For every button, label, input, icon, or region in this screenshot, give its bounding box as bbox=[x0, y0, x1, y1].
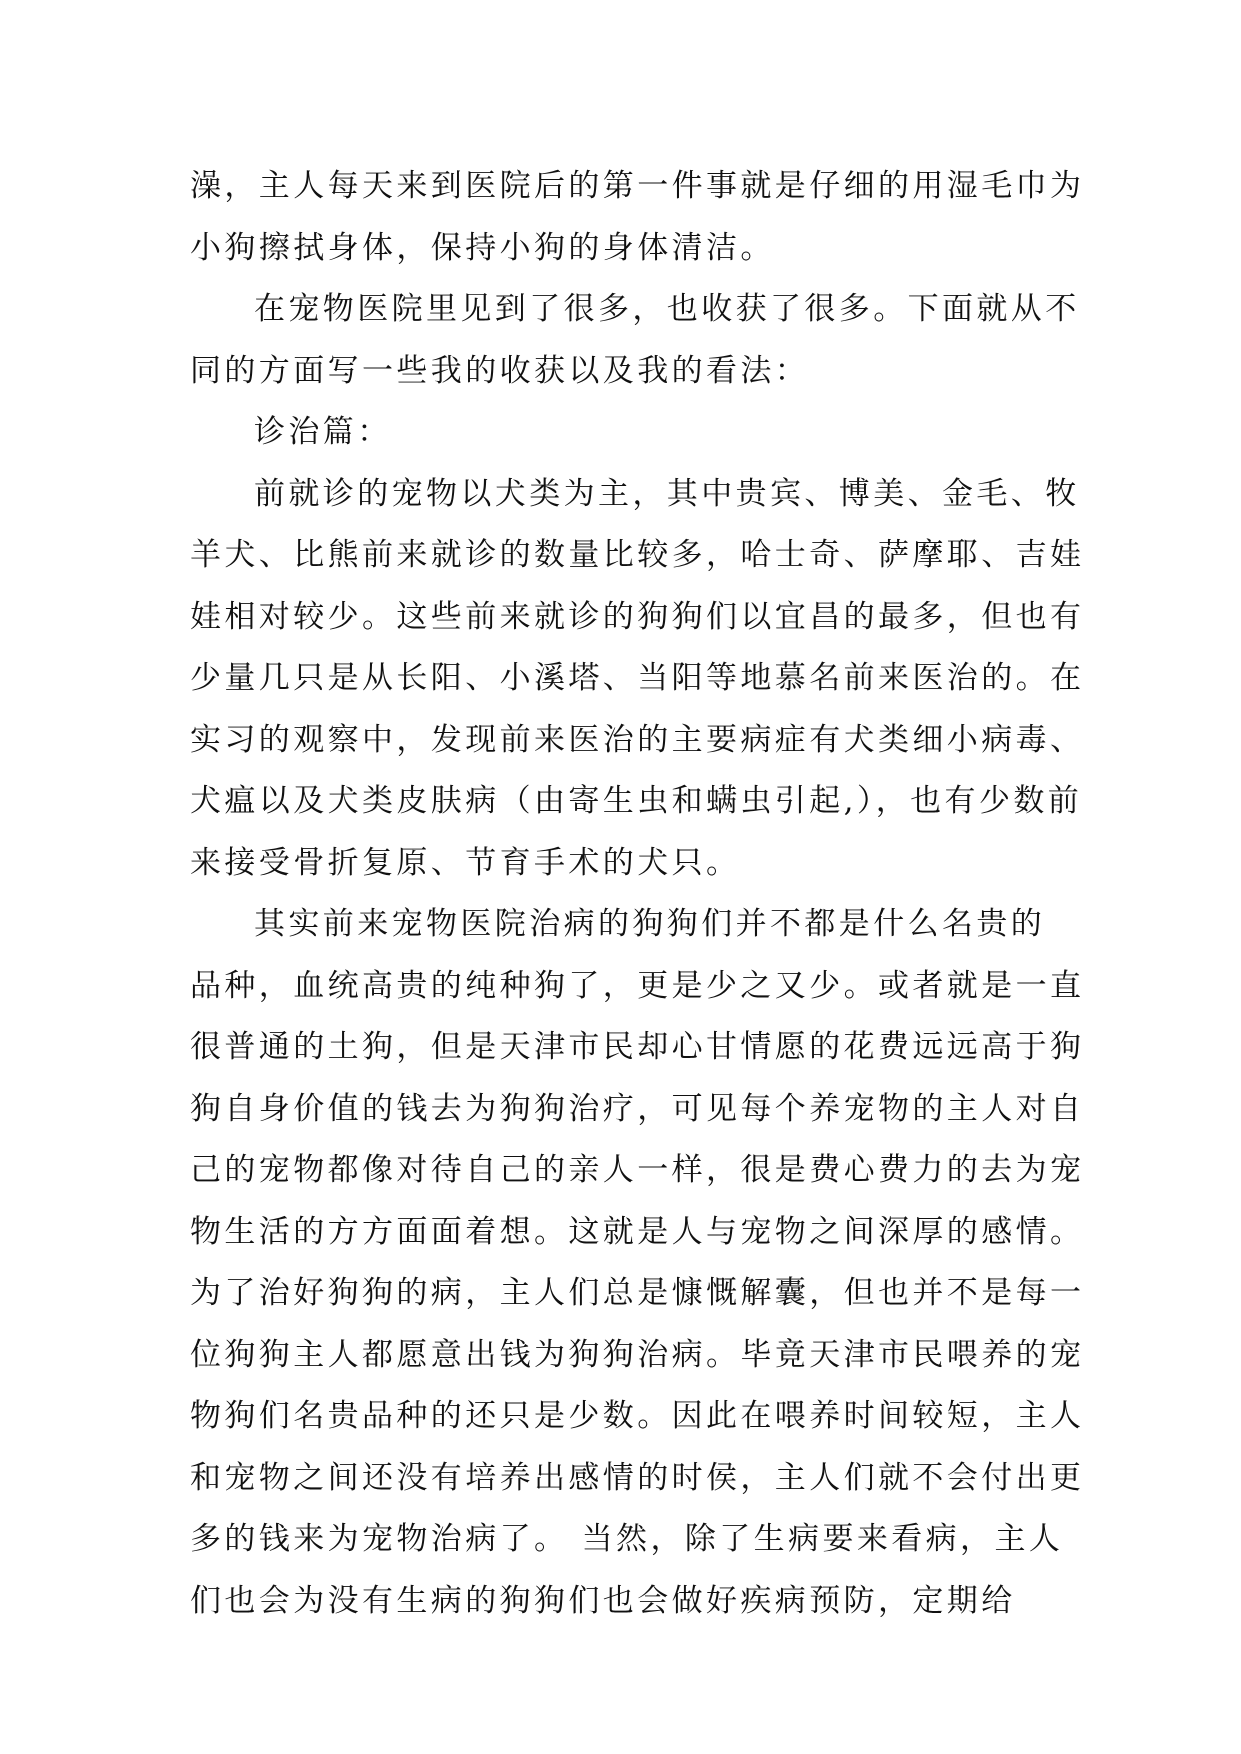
text-line-1: 澡，主人每天来到医院后的第一件事就是仔细的用湿毛巾为 bbox=[190, 168, 1085, 204]
text-line-6: 前就诊的宠物以犬类为主，其中贵宾、博美、金毛、牧 bbox=[254, 475, 1080, 512]
text-line-7: 羊犬、比熊前来就诊的数量比较多，哈士奇、萨摩耶、吉娃 bbox=[190, 537, 1085, 573]
text-line-14: 品种，血统高贵的纯种狗了，更是少之又少。或者就是一直 bbox=[190, 967, 1085, 1004]
text-line-23: 多的钱来为宠物治病了。 当然，除了生病要来看病，主人 bbox=[190, 1521, 1064, 1557]
text-line-16: 狗自身价值的钱去为狗狗治疗，可见每个养宠物的主人对自 bbox=[190, 1090, 1085, 1127]
text-line-15: 很普通的土狗，但是天津市民却心甘情愿的花费远远高于狗 bbox=[190, 1029, 1085, 1065]
text-line-17: 己的宠物都像对待自己的亲人一样，很是费心费力的去为宠 bbox=[190, 1152, 1085, 1188]
text-line-22: 和宠物之间还没有培养出感情的时侯，主人们就不会付出更 bbox=[190, 1459, 1085, 1496]
document-body bbox=[190, 156, 1085, 1632]
text-line-20: 位狗狗主人都愿意出钱为狗狗治病。毕竟天津市民喂养的宠 bbox=[190, 1336, 1085, 1373]
text-line-21: 物狗们名贵品种的还只是少数。因此在喂养时间较短，主人 bbox=[190, 1398, 1085, 1434]
text-line-18: 物生活的方方面面着想。这就是人与宠物之间深厚的感情。 bbox=[190, 1213, 1085, 1250]
text-line-11: 犬瘟以及犬类皮肤病（由寄生虫和螨虫引起,），也有少数前 bbox=[190, 783, 1083, 819]
text-line-12: 来接受骨折复原、节育手术的犬只。 bbox=[190, 844, 741, 881]
text-line-13: 其实前来宠物医院治病的狗狗们并不都是什么名贵的 bbox=[254, 906, 1046, 942]
text-line-4: 同的方面写一些我的收获以及我的看法： bbox=[190, 352, 810, 389]
text-line-8: 娃相对较少。这些前来就诊的狗狗们以宜昌的最多，但也有 bbox=[190, 598, 1085, 635]
text-line-2: 小狗擦拭身体，保持小狗的身体清洁。 bbox=[190, 229, 775, 266]
section-heading: 诊治篇： bbox=[254, 414, 392, 450]
text-line-24: 们也会为没有生病的狗狗们也会做好疾病预防，定期给 bbox=[190, 1582, 1016, 1619]
text-line-9: 少量几只是从长阳、小溪塔、当阳等地慕名前来医治的。在 bbox=[190, 660, 1085, 696]
text-line-10: 实习的观察中，发现前来医治的主要病症有犬类细小病毒、 bbox=[190, 721, 1085, 758]
text-line-19: 为了治好狗狗的病，主人们总是慷慨解囊，但也并不是每一 bbox=[190, 1275, 1085, 1311]
text-line-3: 在宠物医院里见到了很多，也收获了很多。下面就从不 bbox=[254, 291, 1080, 327]
